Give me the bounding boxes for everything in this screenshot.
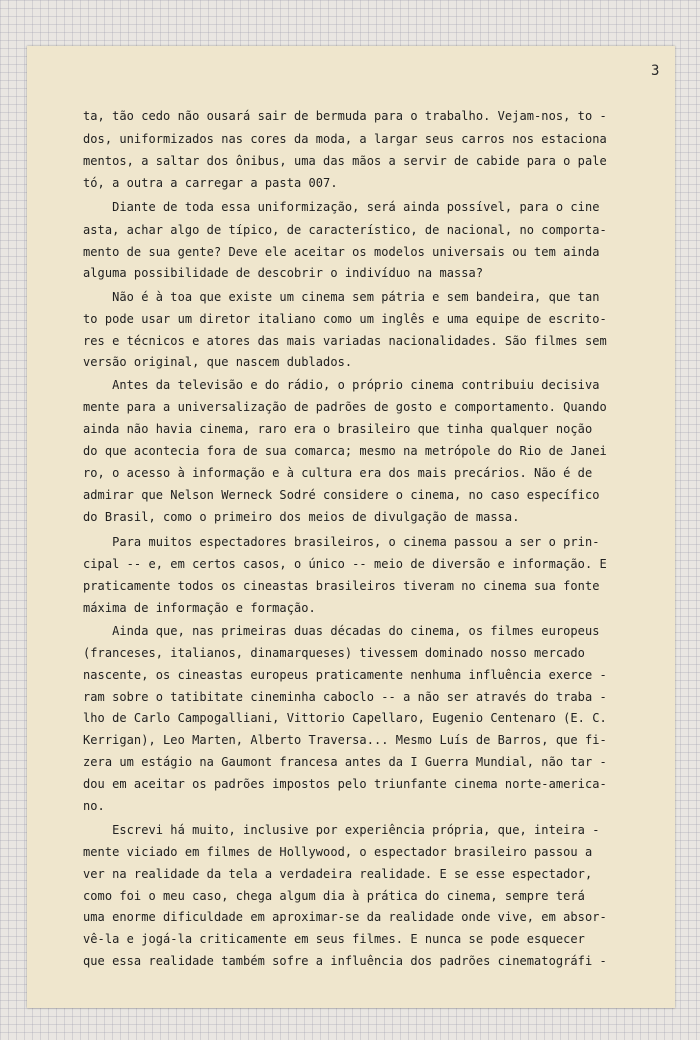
text-line: cipal -- e, em certos casos, o único -- meio de diversão e informação. E (83, 557, 607, 571)
text-line: tó, a outra a carregar a pasta 007. (83, 176, 338, 190)
text-line: versão original, que nascem dublados. (83, 355, 353, 369)
text-line: máxima de informação e formação. (83, 601, 316, 615)
text-line: zera um estágio na Gaumont francesa antes da I Guerra Mundial, não tar - (83, 755, 607, 769)
text-line: do que acontecia fora de sua comarca; mesmo na metrópole do Rio de Janei (83, 444, 607, 458)
page-number: 3 (651, 63, 660, 79)
text-line: praticamente todos os cineastas brasileiros tiveram no cinema sua fonte (83, 579, 600, 593)
text-line: Não é à toa que existe um cinema sem pátria e sem bandeira, que tan (83, 290, 600, 304)
text-line: Diante de toda essa uniformização, será ainda possível, para o cine (83, 200, 600, 214)
text-line: Escrevi há muito, inclusive por experiência própria, que, inteira - (83, 823, 600, 837)
text-line: como foi o meu caso, chega algum dia à prática do cinema, sempre terá (83, 889, 585, 903)
text-line: que essa realidade também sofre a influência dos padrões cinematográfi - (83, 954, 607, 968)
text-line: dou em aceitar os padrões impostos pelo triunfante cinema norte-america- (83, 777, 607, 791)
text-line: no. (83, 799, 105, 813)
text-line: mente viciado em filmes de Hollywood, o espectador brasileiro passou a (83, 845, 593, 859)
text-line: Antes da televisão e do rádio, o próprio cinema contribuiu decisiva (83, 378, 600, 392)
text-line: lho de Carlo Campogalliani, Vittorio Capellaro, Eugenio Centenaro (E. C. (83, 711, 607, 725)
text-line: Kerrigan), Leo Marten, Alberto Traversa... Mesmo Luís de Barros, que fi- (83, 733, 607, 747)
text-line: Para muitos espectadores brasileiros, o cinema passou a ser o prin- (83, 535, 600, 549)
typewritten-page (27, 46, 675, 1008)
text-line: admirar que Nelson Werneck Sodré considere o cinema, no caso específico (83, 488, 600, 502)
text-line: mente para a universalização de padrões de gosto e comportamento. Quando (83, 400, 607, 414)
text-line: ro, o acesso à informação e à cultura era dos mais precários. Não é de (83, 466, 593, 480)
text-line: res e técnicos e atores das mais variadas nacionalidades. São filmes sem (83, 334, 607, 348)
text-line: mentos, a saltar dos ônibus, uma das mãos a servir de cabide para o pale (83, 154, 607, 168)
text-line: nascente, os cineastas europeus praticamente nenhuma influência exerce - (83, 668, 607, 682)
text-line: do Brasil, como o primeiro dos meios de divulgação de massa. (83, 510, 520, 524)
text-line: ta, tão cedo não ousará sair de bermuda para o trabalho. Vejam-nos, to - (83, 109, 607, 123)
text-line: ram sobre o tatibitate cineminha caboclo -- a não ser através do traba - (83, 690, 607, 704)
text-line: (franceses, italianos, dinamarqueses) tivessem dominado nosso mercado (83, 646, 585, 660)
text-line: vê-la e jogá-la criticamente em seus filmes. E nunca se pode esquecer (83, 932, 585, 946)
text-line: Ainda que, nas primeiras duas décadas do cinema, os filmes europeus (83, 624, 600, 638)
text-line: mento de sua gente? Deve ele aceitar os modelos universais ou tem ainda (83, 245, 600, 259)
text-line: to pode usar um diretor italiano como um inglês e uma equipe de escrito- (83, 312, 607, 326)
text-line: ver na realidade da tela a verdadeira realidade. E se esse espectador, (83, 867, 593, 881)
text-line: uma enorme dificuldade em aproximar-se da realidade onde vive, em absor- (83, 910, 607, 924)
text-line: alguma possibilidade de descobrir o indivíduo na massa? (83, 266, 484, 280)
text-line: ainda não havia cinema, raro era o brasileiro que tinha qualquer noção (83, 422, 593, 436)
text-line: dos, uniformizados nas cores da moda, a largar seus carros nos estaciona (83, 132, 607, 146)
text-line: asta, achar algo de típico, de característico, de nacional, no comporta- (83, 223, 607, 237)
